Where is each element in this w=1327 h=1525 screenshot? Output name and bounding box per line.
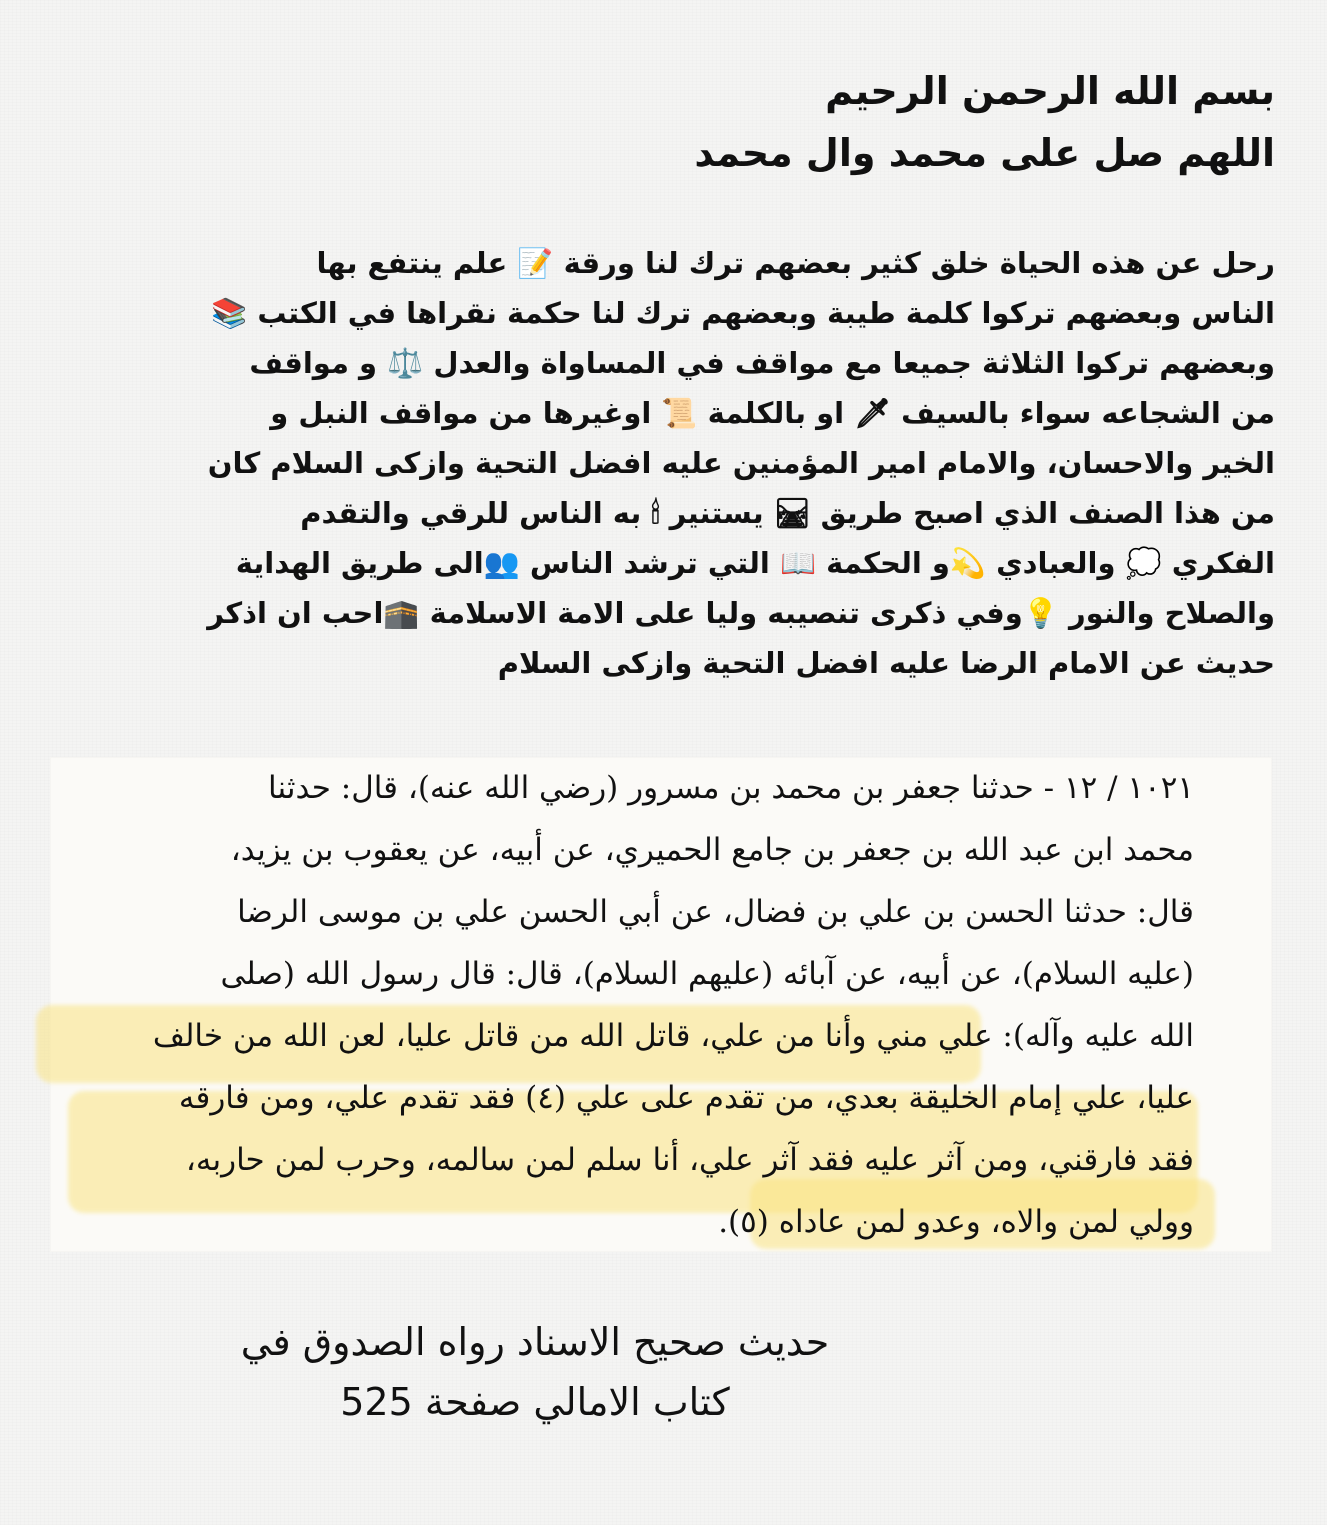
hadith-line: (عليه السلام)، عن أبيه، عن آبائه (عليهم السلام)، قال: قال رسول الله (صلى xyxy=(220,956,1194,992)
intro-paragraph xyxy=(155,238,1275,688)
hadith-line: ١٠٢١ / ١٢ - حدثنا جعفر بن محمد بن مسرور (رضي الله عنه)، قال: حدثنا xyxy=(268,770,1194,806)
scanned-book-page xyxy=(50,757,1272,1252)
hadith-line: وولي لمن والاه، وعدو لمن عاداه (٥). xyxy=(718,1204,1194,1240)
intro-line: والصلاح والنور 💡وفي ذكرى تنصيبه وليا على الامة الاسلامة 🕋احب ان اذكر xyxy=(207,596,1275,630)
hadith-line: محمد ابن عبد الله بن جعفر بن جامع الحميري، عن أبيه، عن يعقوب بن يزيد، xyxy=(230,832,1194,868)
hadith-line: قال: حدثنا الحسن بن علي بن فضال، عن أبي الحسن علي بن موسى الرضا xyxy=(237,894,1194,930)
intro-line: حديث عن الامام الرضا عليه افضل التحية وازكى السلام xyxy=(497,646,1275,680)
salawat-line: اللهم صل على محمد وال محمد xyxy=(694,131,1275,175)
intro-line: الخير والاحسان، والامام امير المؤمنين عليه افضل التحية وازكى السلام كان xyxy=(207,446,1275,480)
intro-line: وبعضهم تركوا الثلاثة جميعا مع مواقف في المساواة والعدل ⚖️ و مواقف xyxy=(249,346,1275,380)
hadith-line: الله عليه وآله): علي مني وأنا من علي، قاتل الله من قاتل عليا، لعن الله من خالف xyxy=(152,1018,1194,1054)
intro-line: الناس وبعضهم تركوا كلمة طيبة وبعضهم ترك لنا حكمة نقراها في الكتب 📚 xyxy=(211,296,1275,330)
source-note xyxy=(150,1312,920,1432)
page-heading xyxy=(475,60,1275,184)
source-line: حديث صحيح الاسناد رواه الصدوق في xyxy=(240,1320,830,1364)
hadith-text xyxy=(54,757,1194,1253)
intro-line: الفكري 💭 والعبادي 💫و الحكمة 📖 التي ترشد الناس 👥الى طريق الهداية xyxy=(235,546,1275,580)
source-line: كتاب الامالي صفحة 525 xyxy=(340,1380,730,1424)
intro-line: من هذا الصنف الذي اصبح طريق 🛤 يستنير 🕯 به الناس للرقي والتقدم xyxy=(300,496,1275,530)
intro-line: رحل عن هذه الحياة خلق كثير بعضهم ترك لنا ورقة 📝 علم ينتفع بها xyxy=(316,246,1275,280)
intro-line: من الشجاعه سواء بالسيف 🗡 او بالكلمة 📜 اوغيرها من مواقف النبل و xyxy=(270,396,1275,430)
hadith-line: فقد فارقني، ومن آثر عليه فقد آثر علي، أنا سلم لمن سالمه، وحرب لمن حاربه، xyxy=(185,1142,1194,1178)
hadith-line: عليا، علي إمام الخليقة بعدي، من تقدم على علي (٤) فقد تقدم علي، ومن فارقه xyxy=(178,1080,1194,1116)
basmala-line: بسم الله الرحمن الرحيم xyxy=(825,69,1275,113)
